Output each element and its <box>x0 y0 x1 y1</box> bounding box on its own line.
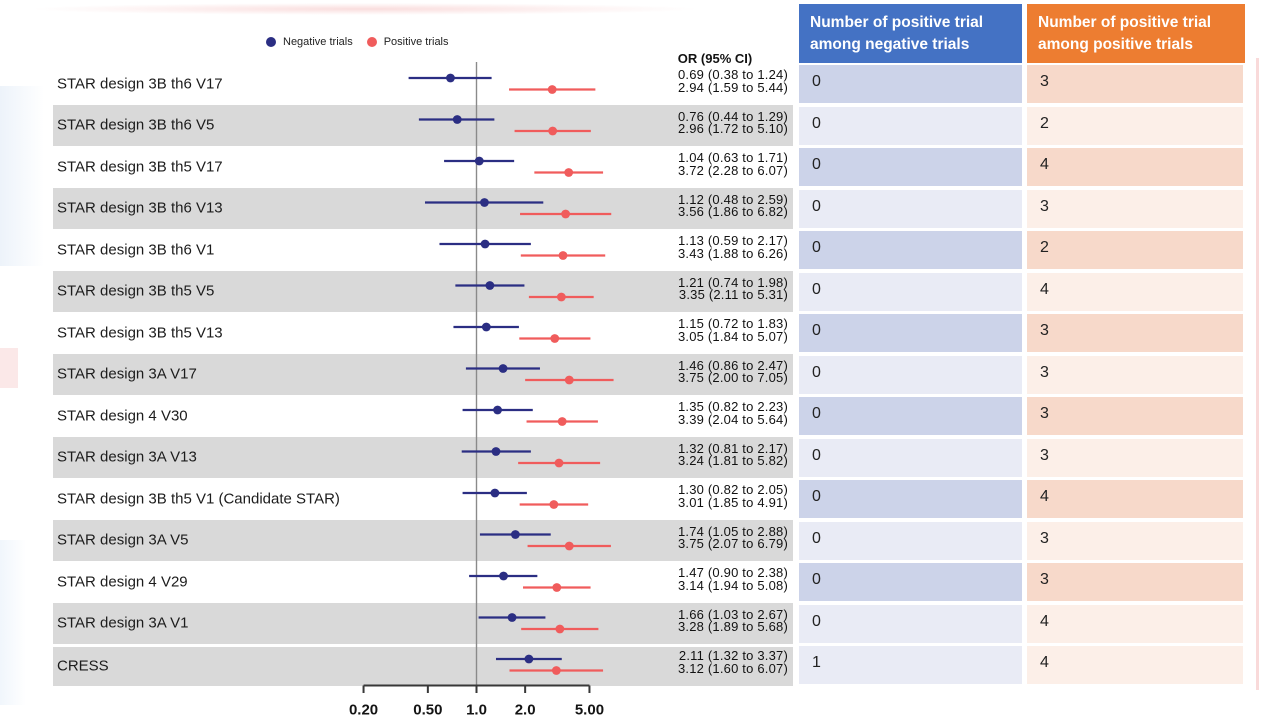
row-label: CRESS <box>57 657 109 675</box>
neg-count-cell: 0 <box>799 65 1022 103</box>
or-value-block <box>608 108 788 137</box>
or-negative-value: 1.13 (0.59 to 2.17) <box>677 233 788 248</box>
or-positive-value: 3.14 (1.94 to 5.08) <box>677 577 788 593</box>
positive-trials-dot-icon <box>367 37 377 47</box>
or-value-block <box>608 484 788 510</box>
or-value-block <box>608 440 788 469</box>
neg-count-cell: 0 <box>799 522 1022 560</box>
or-value-block <box>608 318 788 344</box>
pos-count-cell: 2 <box>1027 107 1243 145</box>
pos-count-cell: 4 <box>1027 646 1243 684</box>
pos-count-cell: 3 <box>1027 65 1243 103</box>
x-axis-tick-label: 0.20 <box>348 701 379 719</box>
neg-count-cell: 0 <box>799 356 1022 394</box>
row-label: STAR design 3B th5 V5 <box>57 282 215 300</box>
row-label: STAR design 3B th5 V1 (Candidate STAR) <box>57 490 340 508</box>
pos-count-cell: 4 <box>1027 273 1243 311</box>
positive-count-column-header: Number of positive trial among positive trials <box>1027 4 1245 63</box>
bg-decoration-top-swoosh <box>0 1 810 17</box>
or-value-block <box>608 523 788 552</box>
or-value-block <box>608 606 788 635</box>
positive-trials-legend-label: Positive trials <box>383 36 449 48</box>
row-label: STAR design 3B th6 V1 <box>57 241 215 259</box>
or-value-block <box>608 191 788 220</box>
row-label: STAR design 4 V29 <box>57 573 188 591</box>
bg-decoration-left-blue-lower <box>0 540 26 705</box>
negative-trials-legend-label: Negative trials <box>283 36 353 48</box>
or-value-block <box>608 69 788 95</box>
neg-count-cell: 0 <box>799 190 1022 228</box>
neg-count-cell: 1 <box>799 646 1022 684</box>
row-label: STAR design 3A V5 <box>57 531 189 549</box>
row-label: STAR design 3A V17 <box>57 365 197 383</box>
or-positive-value: 3.75 (2.00 to 7.05) <box>677 370 788 386</box>
or-value-block <box>608 401 788 427</box>
bg-decoration-left-blue <box>0 86 44 266</box>
neg-count-cell: 0 <box>799 563 1022 601</box>
bg-decoration-right-pink-line <box>1256 58 1259 690</box>
row-label: STAR design 3B th5 V13 <box>57 324 223 342</box>
or-negative-value: 0.76 (0.44 to 1.29) <box>677 108 788 124</box>
pos-count-cell: 3 <box>1027 190 1243 228</box>
or-negative-value: 1.30 (0.82 to 2.05) <box>677 482 788 497</box>
row-label: STAR design 3B th6 V5 <box>57 116 215 134</box>
or-negative-value: 2.11 (1.32 to 3.37) <box>678 648 788 663</box>
or-negative-value: 1.04 (0.63 to 1.71) <box>677 150 788 165</box>
row-label: STAR design 3B th5 V17 <box>57 158 223 176</box>
or-positive-value: 3.24 (1.81 to 5.82) <box>677 453 788 469</box>
neg-count-cell: 0 <box>799 314 1022 352</box>
pos-count-cell: 3 <box>1027 314 1243 352</box>
pos-count-cell: 3 <box>1027 356 1243 394</box>
or-negative-value: 1.32 (0.81 to 2.17) <box>677 440 788 456</box>
or-value-block <box>608 235 788 261</box>
or-positive-value: 2.96 (1.72 to 5.10) <box>677 121 788 137</box>
or-value-block <box>608 152 788 178</box>
pos-count-cell: 3 <box>1027 563 1243 601</box>
bg-decoration-left-pink <box>0 348 18 388</box>
pos-count-cell: 3 <box>1027 397 1243 435</box>
or-value-block <box>608 357 788 386</box>
or-positive-value: 2.94 (1.59 to 5.44) <box>677 79 788 95</box>
or-negative-value: 1.21 (0.74 to 1.98) <box>677 274 788 290</box>
or-value-block <box>608 274 788 303</box>
neg-count-cell: 0 <box>799 273 1022 311</box>
neg-count-cell: 0 <box>799 480 1022 518</box>
or-positive-value: 3.75 (2.07 to 6.79) <box>677 536 788 552</box>
or-positive-value: 3.56 (1.86 to 6.82) <box>677 204 788 220</box>
or-positive-value: 3.35 (2.11 to 5.31) <box>678 287 788 303</box>
row-label: STAR design 4 V30 <box>57 407 188 425</box>
neg-count-cell: 0 <box>799 605 1022 643</box>
or-value-block <box>608 650 788 676</box>
neg-count-cell: 0 <box>799 231 1022 269</box>
pos-count-cell: 3 <box>1027 522 1243 560</box>
row-label: STAR design 3A V1 <box>57 614 189 632</box>
row-label: STAR design 3B th6 V13 <box>57 199 223 217</box>
x-axis-tick-label: 0.50 <box>413 701 443 719</box>
or-column-header: OR (95% CI) <box>677 51 753 66</box>
x-axis-tick-label: 5.00 <box>574 701 605 719</box>
or-positive-value: 3.01 (1.85 to 4.91) <box>677 494 788 510</box>
or-negative-value: 1.46 (0.86 to 2.47) <box>677 357 788 373</box>
or-positive-value: 3.12 (1.60 to 6.07) <box>677 660 788 676</box>
or-positive-value: 3.72 (2.28 to 6.07) <box>677 162 788 178</box>
neg-count-cell: 0 <box>799 107 1022 145</box>
or-positive-value: 3.05 (1.84 to 5.07) <box>677 328 788 344</box>
or-negative-value: 1.66 (1.03 to 2.67) <box>677 606 788 622</box>
or-negative-value: 1.35 (0.82 to 2.23) <box>677 399 788 414</box>
neg-count-cell: 0 <box>799 439 1022 477</box>
pos-count-cell: 4 <box>1027 480 1243 518</box>
or-negative-value: 1.12 (0.48 to 2.59) <box>677 191 788 207</box>
or-positive-value: 3.43 (1.88 to 6.26) <box>677 245 788 261</box>
pos-count-cell: 2 <box>1027 231 1243 269</box>
x-axis-tick-label: 1.0 <box>466 701 487 719</box>
x-axis-tick-label: 2.0 <box>514 701 536 719</box>
or-positive-value: 3.39 (2.04 to 5.64) <box>677 411 788 427</box>
or-negative-value: 0.69 (0.38 to 1.24) <box>677 67 788 82</box>
legend <box>266 36 463 48</box>
neg-count-cell: 0 <box>799 397 1022 435</box>
or-negative-value: 1.74 (1.05 to 2.88) <box>677 523 788 539</box>
pos-count-cell: 4 <box>1027 605 1243 643</box>
negative-count-column-header: Number of positive trial among negative trials <box>799 4 1022 63</box>
neg-count-cell: 0 <box>799 148 1022 186</box>
negative-trials-dot-icon <box>266 37 276 47</box>
or-value-block <box>608 567 788 593</box>
row-label: STAR design 3A V13 <box>57 448 197 466</box>
or-negative-value: 1.15 (0.72 to 1.83) <box>677 316 788 331</box>
pos-count-cell: 4 <box>1027 148 1243 186</box>
row-label: STAR design 3B th6 V17 <box>57 75 223 93</box>
or-negative-value: 1.47 (0.90 to 2.38) <box>677 565 788 580</box>
pos-count-cell: 3 <box>1027 439 1243 477</box>
or-positive-value: 3.28 (1.89 to 5.68) <box>677 619 788 635</box>
